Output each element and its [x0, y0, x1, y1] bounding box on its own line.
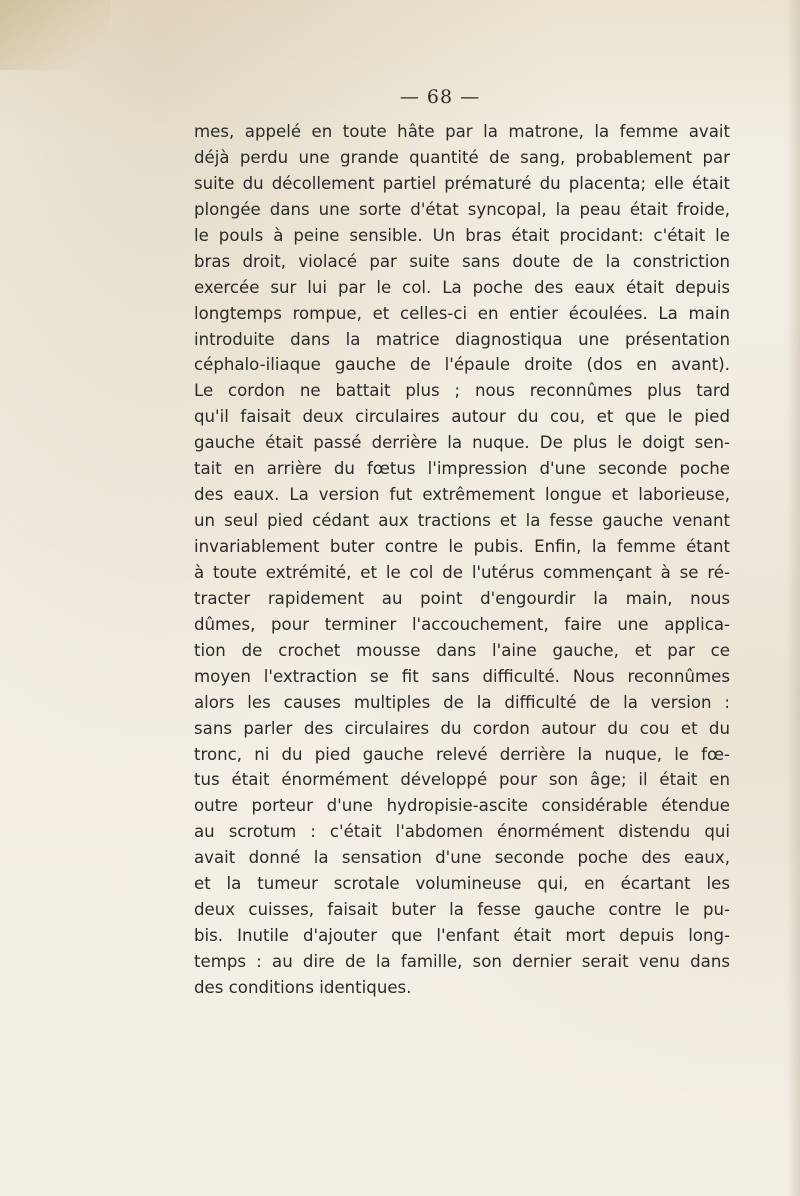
text-line: bis. Inutile d'ajouter que l'enfant était mort depuis long-	[194, 926, 730, 946]
text-line: un seul pied cédant aux tractions et la fesse gauche venant	[194, 511, 730, 531]
text-line: mes, appelé en toute hâte par la matrone, la femme avait	[194, 122, 730, 141]
text-line: dûmes, pour terminer l'accouchement, faire une applica-	[194, 614, 730, 634]
text-line: déjà perdu une grande quantité de sang, probablement par	[194, 147, 730, 167]
text-line: plongée dans une sorte d'état syncopal, la peau était froide,	[194, 199, 730, 219]
text-line: tronc, ni du pied gauche relevé derrière la nuque, le fœ-	[194, 744, 730, 764]
text-line: invariablement buter contre le pubis. Enfin, la femme étant	[194, 537, 730, 556]
text-line: avait donné la sensation d'une seconde poche des eaux,	[194, 848, 730, 868]
text-line: tus était énormément développé pour son âge; il était en	[194, 770, 730, 790]
text-line: exercée sur lui par le col. La poche des eaux était depuis	[194, 277, 730, 297]
page-edge-shadow	[786, 0, 800, 1196]
text-line: qu'il faisait deux circulaires autour du cou, et que le pied	[194, 407, 730, 427]
text-line: bras droit, violacé par suite sans doute de la constriction	[194, 251, 730, 271]
text-line: des eaux. La version fut extrêmement longue et laborieuse,	[194, 485, 730, 505]
text-line: gauche était passé derrière la nuque. De plus le doigt sen-	[194, 433, 730, 453]
text-line: longtemps rompue, et celles-ci en entier écoulées. La main	[194, 303, 730, 323]
text-line: à toute extrémité, et le col de l'utérus commençant à se ré-	[194, 562, 730, 582]
text-line: le pouls à peine sensible. Un bras était procidant: c'était le	[194, 225, 730, 245]
text-line: tracter rapidement au point d'engourdir la main, nous	[194, 588, 730, 608]
text-line: céphalo-iliaque gauche de l'épaule droite (dos en avant).	[194, 355, 730, 375]
text-line: sans parler des circulaires du cordon autour du cou et du	[194, 718, 730, 738]
text-line: tait en arrière du fœtus l'impression d'une seconde poche	[194, 459, 730, 479]
text-line-last: des conditions identiques.	[194, 977, 412, 997]
text-line: et la tumeur scrotale volumineuse qui, en écartant les	[194, 874, 730, 894]
text-line: Le cordon ne battait plus ; nous reconnûmes plus tard	[194, 381, 730, 401]
text-line: deux cuisses, faisait buter la fesse gauche contre le pu-	[194, 900, 730, 920]
text-line: alors les causes multiples de la difficulté de la version :	[194, 692, 730, 712]
text-line: temps : au dire de la famille, son dernier serait venu dans	[194, 952, 730, 971]
body-text	[194, 119, 730, 1001]
text-line: au scrotum : c'était l'abdomen énormément distendu qui	[194, 822, 730, 842]
paper-stain	[0, 0, 110, 70]
text-line: introduite dans la matrice diagnostiqua une présentation	[194, 329, 730, 349]
page-number: — 68 —	[399, 86, 481, 108]
text-line: moyen l'extraction se fit sans difficulté. Nous reconnûmes	[194, 666, 730, 686]
text-line: outre porteur d'une hydropisie-ascite considérable étendue	[194, 796, 730, 816]
text-line: tion de crochet mousse dans l'aine gauche, et par ce	[194, 640, 730, 660]
text-line: suite du décollement partiel prématuré du placenta; elle était	[194, 173, 730, 193]
